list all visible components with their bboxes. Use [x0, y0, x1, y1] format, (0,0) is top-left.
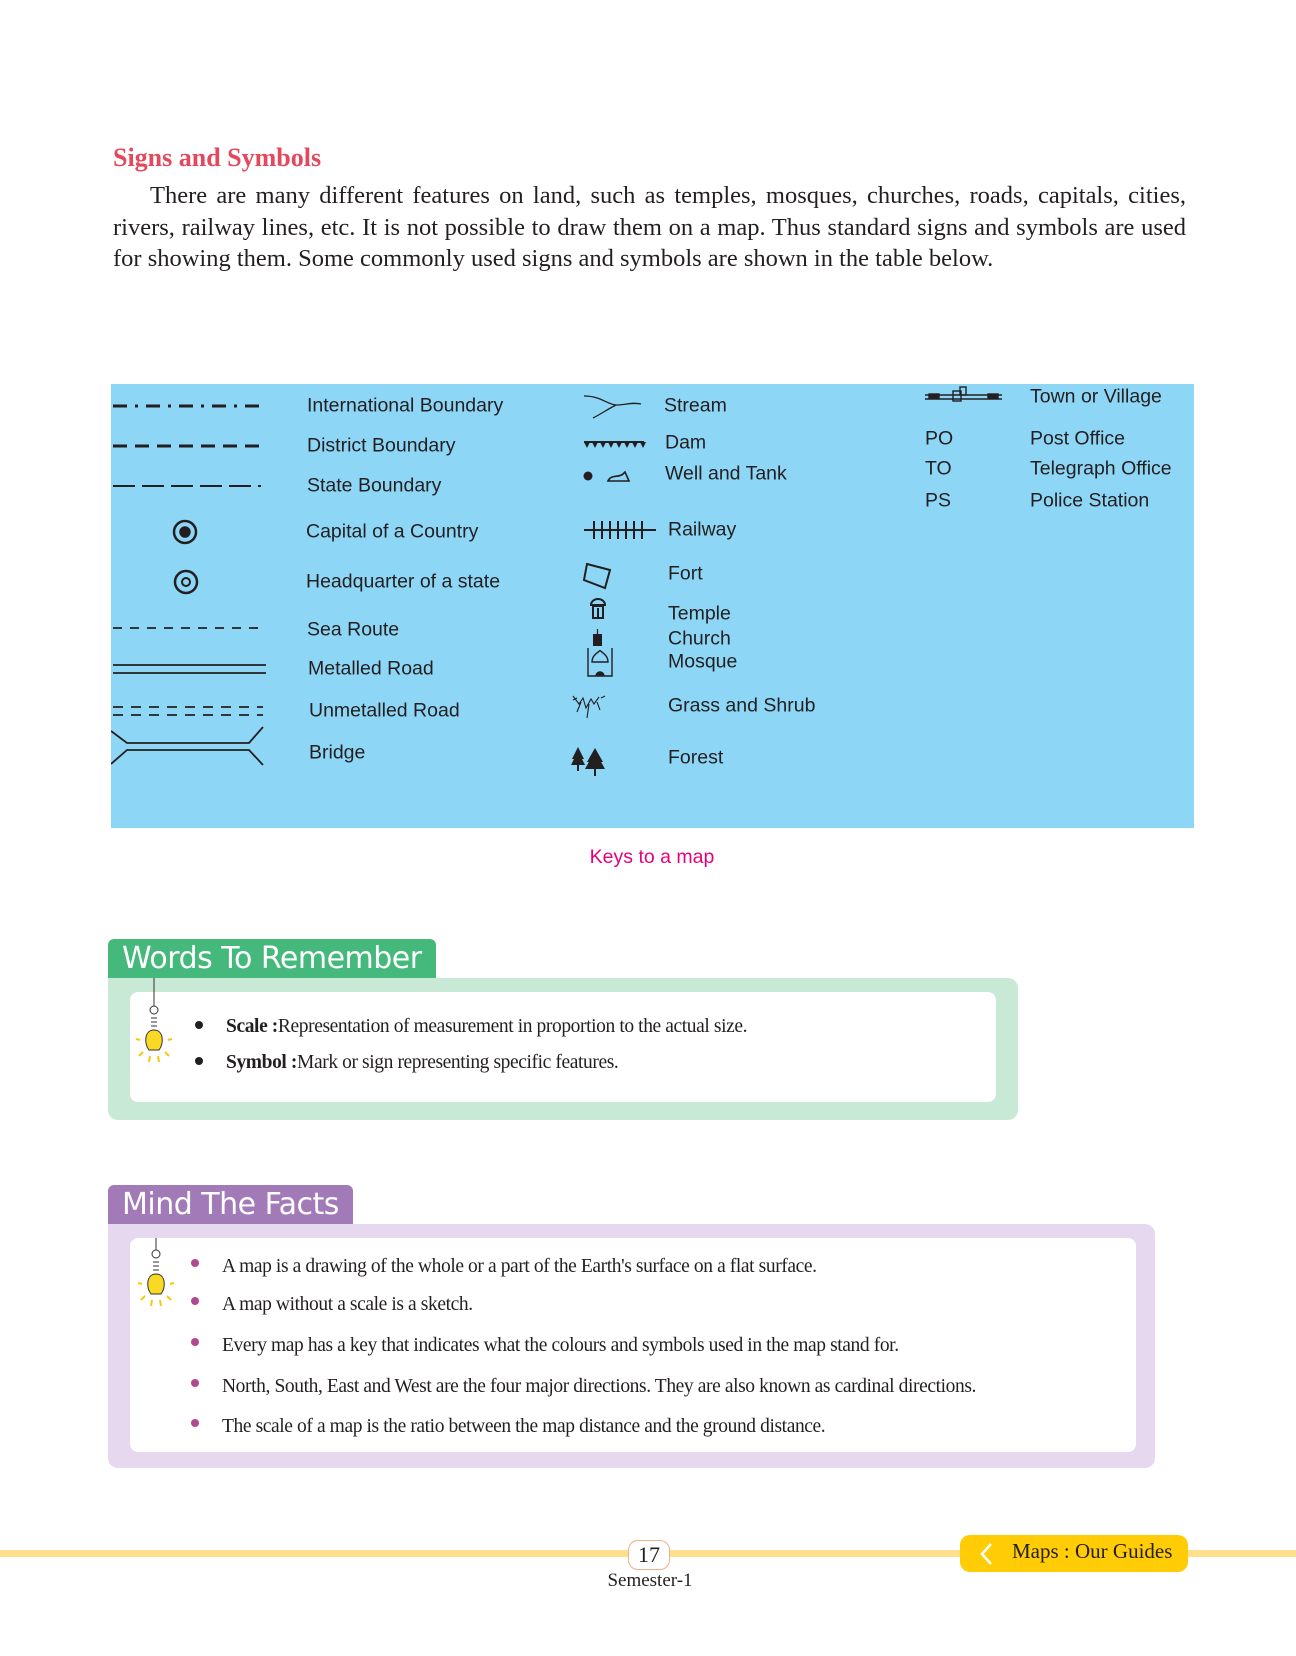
chapter-tab[interactable] [960, 1535, 1188, 1572]
grass-and-shrub-symbol [573, 696, 605, 718]
headquarter-symbol [175, 571, 197, 593]
mind-the-facts-panel [108, 1224, 1155, 1468]
definition-symbol [226, 1052, 618, 1074]
key-label-capital: Capital of a Country [306, 520, 479, 543]
definition-scale [226, 1016, 747, 1038]
dam-symbol [584, 441, 646, 448]
key-label-headquarter: Headquarter of a state [306, 570, 501, 593]
bullet [195, 1057, 203, 1065]
metalled-road-symbol [113, 665, 266, 673]
key-label-temple: Temple [668, 602, 731, 625]
fact-item: A map is a drawing of the whole or a part of the Earth's surface on a flat surface. [222, 1256, 817, 1277]
light-bulb-icon [136, 1238, 176, 1328]
key-label-unmetalled-road: Unmetalled Road [309, 699, 460, 722]
railway-symbol [584, 521, 656, 539]
fact-item: Every map has a key that indicates what the colours and symbols used in the map stand for. [222, 1335, 899, 1356]
map-symbols [111, 384, 1194, 828]
semester-label: Semester-1 [607, 1570, 693, 1591]
words-to-remember-panel [108, 978, 1018, 1120]
town-or-village-symbol [925, 387, 1002, 401]
bridge-symbol [111, 727, 263, 765]
key-label-railway: Railway [668, 518, 737, 541]
capital-symbol [174, 521, 196, 543]
key-label-metalled-road: Metalled Road [308, 657, 434, 680]
mind-the-facts-heading: Mind The Facts [108, 1185, 353, 1225]
fact-item: North, South, East and West are the four major directions. They are also known as cardinal directions. [222, 1376, 977, 1397]
chevron-left-icon [978, 1542, 994, 1566]
intro-paragraph: There are many different features on land, such as temples, mosques, churches, roads, capitals, cities, rivers, railway lines, etc. It is not possible to draw them on a map. Thus standard signs and symbols are used for showing them. Some commonly used signs and symbols are shown in the table below. [113, 182, 1186, 272]
map-key-table [111, 384, 1194, 828]
temple-symbol [591, 599, 605, 618]
key-symbol-to: TO [925, 457, 952, 480]
key-label-state-boundary: State Boundary [307, 474, 442, 497]
stream-symbol [584, 396, 641, 418]
forest-symbol [571, 747, 605, 776]
light-bulb-icon [134, 978, 174, 1078]
fort-symbol [584, 564, 610, 588]
bullet [191, 1419, 199, 1427]
key-label-telegraph-office: Telegraph Office [1030, 457, 1172, 480]
key-label-post-office: Post Office [1030, 427, 1126, 450]
definition: Mark or sign representing specific features. [297, 1052, 619, 1073]
bullet [195, 1021, 203, 1029]
term: Symbol : [226, 1052, 298, 1073]
key-label-mosque: Mosque [668, 650, 738, 673]
mosque-symbol [588, 648, 612, 676]
unmetalled-road-symbol [113, 707, 263, 715]
key-label-grass-and-shrub: Grass and Shrub [668, 694, 816, 717]
key-label-forest: Forest [668, 746, 724, 769]
key-label-sea-route: Sea Route [307, 618, 400, 641]
bullet [191, 1259, 199, 1267]
key-label-dam: Dam [665, 431, 707, 454]
key-label-town-or-village: Town or Village [1030, 385, 1162, 408]
figure-caption: Keys to a map [589, 846, 715, 868]
chapter-title: Maps : Our Guides [1012, 1539, 1173, 1563]
key-symbol-po: PO [925, 427, 954, 450]
key-label-police-station: Police Station [1030, 489, 1150, 512]
key-label-stream: Stream [664, 394, 727, 417]
page-number: 17 [628, 1540, 670, 1570]
key-label-church: Church [668, 627, 731, 650]
key-symbol-ps: PS [925, 489, 952, 512]
section-title: Signs and Symbols [113, 143, 322, 172]
term: Scale : [226, 1016, 278, 1037]
church-symbol [593, 629, 602, 646]
fact-item: The scale of a map is the ratio between the map distance and the ground distance. [222, 1416, 826, 1437]
bullet [191, 1297, 199, 1305]
key-label-bridge: Bridge [309, 741, 366, 764]
well-and-tank-symbol [584, 472, 630, 482]
key-label-well-and-tank: Well and Tank [665, 462, 787, 485]
bullet [191, 1338, 199, 1346]
key-label-district-boundary: District Boundary [307, 434, 456, 457]
definition: Representation of measurement in proportion to the actual size. [277, 1016, 748, 1037]
bullet [191, 1379, 199, 1387]
fact-item: A map without a scale is a sketch. [222, 1294, 473, 1315]
key-label-fort: Fort [668, 562, 703, 585]
key-label-international-boundary: International Boundary [307, 394, 504, 417]
words-to-remember-heading: Words To Remember [108, 939, 436, 979]
